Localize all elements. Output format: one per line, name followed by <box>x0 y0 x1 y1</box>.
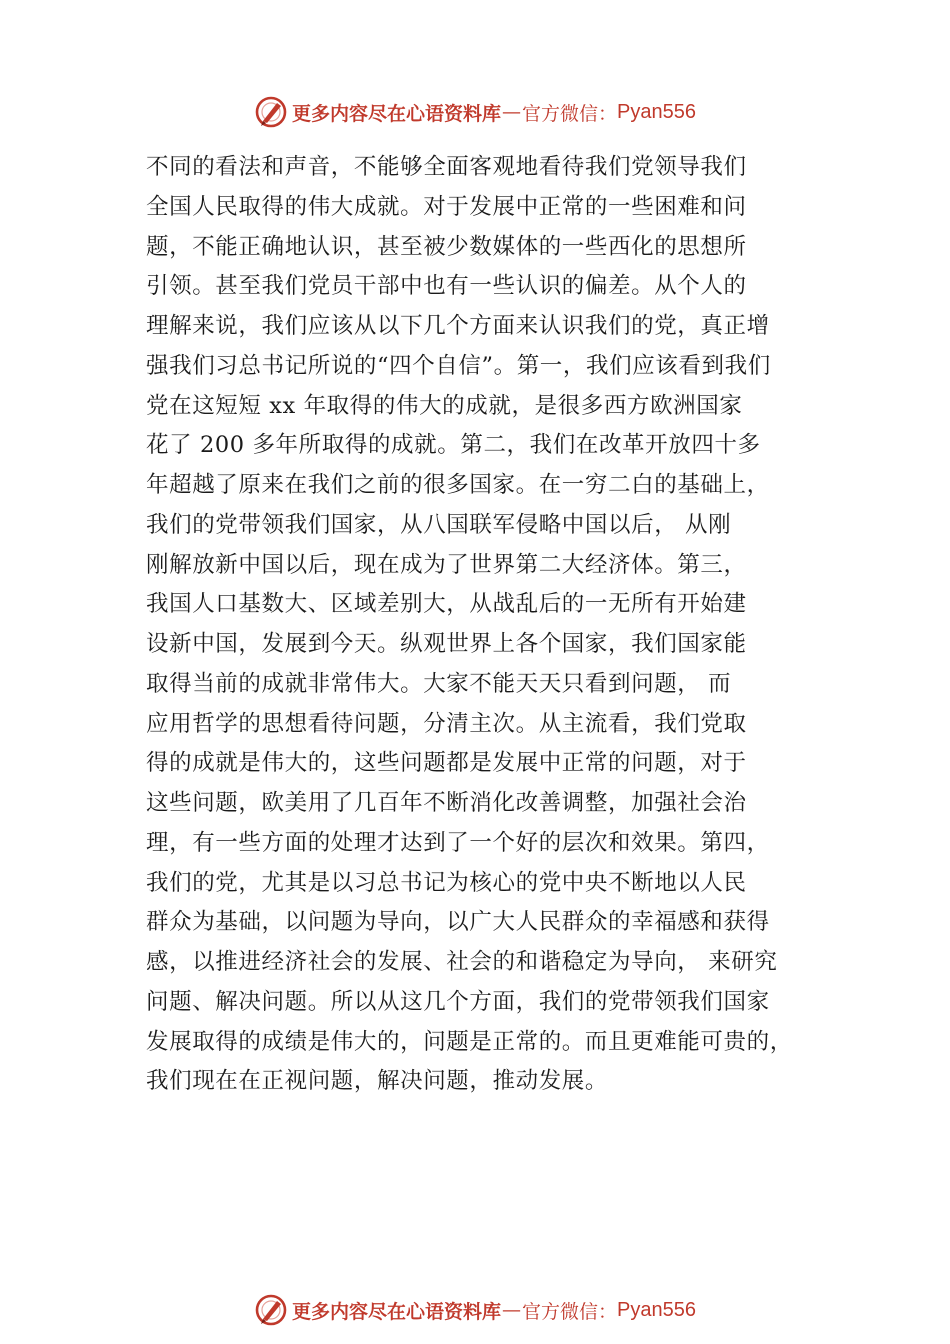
body-line: 这些问题，欧美用了几百年不断消化改善调整，加强社会治 <box>146 790 747 816</box>
body-line: 我们现在在正视问题，解决问题，推动发展。 <box>146 1068 609 1095</box>
body-line: 我国人口基数大、区域差别大，从战乱后的一无所有开始建 <box>146 591 747 618</box>
body-line: 花了 200 多年所取得的成就。第二，我们在改革开放四十多 <box>146 432 761 459</box>
body-line: 理，有一些方面的处理才达到了一个好的层次和效果。第四， <box>146 829 770 856</box>
body-line: 刚解放新中国以后，现在成为了世界第二大经济体。第三， <box>146 551 747 578</box>
header-dash: — <box>502 101 522 123</box>
body-line: 理解来说，我们应该从以下几个方面来认识我们的党，真正增 <box>146 313 770 339</box>
body-line: 全国人民取得的伟大成就。对于发展中正常的一些困难和问 <box>146 193 747 220</box>
header-banner <box>0 92 950 132</box>
body-line: 群众为基础，以问题为导向，以广大人民群众的幸福感和获得 <box>146 909 770 936</box>
footer-wechat-label: 官方微信： <box>522 1300 618 1323</box>
footer-dash: — <box>502 1299 522 1321</box>
body-line: 不同的看法和声音，不能够全面客观地看待我们党领导我们 <box>146 154 747 180</box>
body-line: 引领。甚至我们党员干部中也有一些认识的偏差。从个人的 <box>146 273 747 300</box>
pen-circle-logo-icon <box>254 1293 288 1327</box>
body-line: 设新中国，发展到今天。纵观世界上各个国家，我们国家能 <box>146 631 747 657</box>
body-line: 得的成就是伟大的，这些问题都是发展中正常的问题，对于 <box>146 750 747 777</box>
body-line: 发展取得的成绩是伟大的，问题是正常的。而且更难能可贵的， <box>146 1028 793 1055</box>
body-line: 我们的党带领我们国家，从八国联军侵略中国以后， 从刚 <box>146 511 732 538</box>
header-wechat-label: 官方微信： <box>522 102 618 125</box>
body-line: 强我们习总书记所说的“四个自信”。第一，我们应该看到我们 <box>146 352 771 379</box>
footer-brand-text: 更多内容尽在心语资料库 <box>292 1300 502 1323</box>
pen-circle-logo-icon <box>254 95 288 129</box>
header-wechat-id: Pyan556 <box>617 100 696 123</box>
body-line: 题，不能正确地认识，甚至被少数媒体的一些西化的思想所 <box>146 233 747 260</box>
document-body <box>146 148 846 1102</box>
body-line: 问题、解决问题。所以从这几个方面，我们的党带领我们国家 <box>146 988 770 1015</box>
body-line: 取得当前的成就非常伟大。大家不能天天只看到问题， 而 <box>146 670 732 697</box>
footer-banner <box>0 1290 950 1330</box>
body-line: 应用哲学的思想看待问题，分清主次。从主流看，我们党取 <box>146 710 747 737</box>
body-line: 年超越了原来在我们之前的很多国家。在一穷二白的基础上， <box>146 472 770 498</box>
body-line: 我们的党，尤其是以习总书记为核心的党中央不断地以人民 <box>146 869 747 896</box>
header-brand-text: 更多内容尽在心语资料库 <box>292 102 502 125</box>
footer-wechat-id: Pyan556 <box>617 1298 696 1321</box>
body-line: 党在这短短 xx 年取得的伟大的成就，是很多西方欧洲国家 <box>146 392 743 419</box>
body-line: 感，以推进经济社会的发展、社会的和谐稳定为导向， 来研究 <box>146 949 778 975</box>
